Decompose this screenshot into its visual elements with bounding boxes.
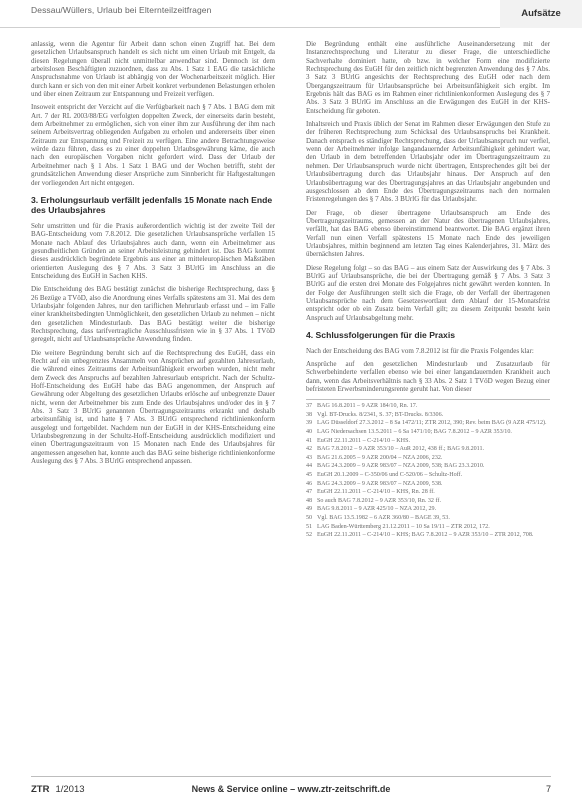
paragraph: Die Entscheidung des BAG bestätigt zunächst die bisherige Rechtsprechung, dass § 26 Bezüge a TVöD, also die Anordnung eines Verfalls spätestens am 31. Mai des dem Urlaubsjahr folgenden Jahres, nur den tariflichen Mehrurlaub erfasst und – im Falle einer krankheitsbedingten Unmöglichkeit, den gesetzlichen Urlaub zu nehmen – nicht den gesetzlichen Mindesturlaub. Das BAG bestätigt weiter die bisherige Rechtsprechung, dass tarifvertragliche Ausschlussfristen wie in § 37 Abs. 1 TVöD geregelt, nicht auf Urlaubsansprüche Anwendung finden. — [31, 285, 275, 344]
section-4-heading: 4. Schlussfolgerungen für die Praxis — [306, 330, 455, 340]
footnote — [306, 515, 550, 523]
paragraph: Inhaltsreich und Praxis üblich der Senat im Rahmen dieser Erwägungen den Stufe zu der früheren Rechtsprechung zum Schicksal des Urlaubsanspruchs bei Krankheit. Danach entsprach es ständiger Rechtsprechung, dass der Urlaubsanspruch nur verfiel, wenn der Arbeitnehmer infolge langandauernder Arbeitsunfähigkeit gehindert war, den Urlaub in dem betreffenden Urlaubsjahr oder im Übertragungszeitraum zu nehmen. Der Urlaubsanspruch wurde nicht übertragen, Entsprechendes gilt bei der Urlaubsübertragung durch das Urlaubsjahr hinaus. Der Anspruch auf den Urlaubsübertragung war des Übertragungsjahres an das Urlaubsjahr angebunden und ausgeschlossen ab dem Ende des Übertragungszeitraums nach den normalen Fristenregelungen des § 7 Abs. 3 BUrlG für das Urlaubsjahr. — [306, 120, 550, 204]
footnote-text: BAG 24.3.2009 – 9 AZR 983/07 – NZA 2009, 538; BAG 23.3.2010. — [317, 463, 485, 470]
footnote-number: 42 — [306, 446, 313, 453]
footnote-text: LAG Baden-Württemberg 21.12.2011 – 10 Sa 19/11 – ZTR 2012, 172. — [317, 523, 490, 530]
paragraph: Nach der Entscheidung des BAG vom 7.8.2012 ist für die Praxis Folgendes klar: — [306, 346, 534, 355]
footnote — [306, 532, 550, 540]
footnote-number: 40 — [306, 429, 313, 435]
page-footer — [0, 776, 582, 807]
footnote — [306, 412, 550, 420]
footer-website: News & Service online – www.ztr-zeitschrift.de — [191, 784, 391, 794]
footnote-number: 45 — [306, 471, 313, 478]
footnote-text: EuGH 22.11.2011 – C-214/10 – KHS. — [317, 437, 410, 444]
footnote-text: BAG 21.6.2005 – 9 AZR 200/04 – NZA 2006, 232. — [317, 454, 443, 461]
footnote-number: 48 — [306, 497, 313, 504]
footnote — [306, 420, 550, 428]
running-title: Dessau/Wüllers, Urlaub bei Elternteilzeitfragen — [31, 5, 212, 15]
footnotes — [306, 399, 550, 540]
footnote-number: 51 — [306, 523, 313, 530]
footnote-number: 52 — [306, 532, 313, 539]
section-3-heading: 3. Erholungsurlaub verfällt jedenfalls 15 Monate nach Ende des Urlaubsjahres — [31, 194, 273, 216]
paragraph: Sehr umstritten und für die Praxis außerordentlich wichtig ist der zweite Teil der BAG-Entscheidung vom 7.8.2012. Die gesetzlichen Urlaubsansprüche verfallen 15 Monate nach Ablauf des Urlaubsjahres auch dann, wenn ein Arbeitnehmer aus gesundheitlichen Gründen an seiner Arbeitsleistung gehindert ist. Das BAG kommt dieses ausdrücklich begründete Ergebnis aus einer an mitteleuropäischen Maßstäben orientierten Auslegung des § 7 Abs. 3 Satz 3 BUrlG im Anschluss an die Entscheidung des EuGH in Sachen KHS. — [31, 221, 275, 280]
left-column — [31, 40, 275, 470]
right-column — [306, 40, 550, 541]
footnote-text: EuGH 22.11.2011 – C-214/10 – KHS; BAG 7.8.2012 – 9 AZR 353/10 – ZTR 2012, 708. — [317, 532, 534, 539]
paragraph: Der Frage, ob dieser übertragene Urlaubsanspruch am Ende des Übertragungszeitraums, gemessen an der Natur des übertragenen Urlaubsjahres, verfällt, hat das BAG ebenso übereinstimmend beantwortet. Die BAG ergänzt ihren Verfall nun einen Verfall spätestens 15 Monate nach Ende des jeweiligen Urlaubsjahres, mithin beginnend am letzten Tag eines Kalenderjahres, 31. März des übernächsten Jahres. — [306, 208, 550, 259]
footnote-number: 41 — [306, 437, 313, 444]
footnote — [306, 429, 550, 437]
footnote-text: LAG Niedersachsen 13.5.2011 – 6 Sa 1471/10; BAG 7.8.2012 – 9 AZR 353/10. — [317, 429, 512, 435]
paragraph: Die Begründung enthält eine ausführliche Auseinandersetzung mit der Instanzrechtsprechung und Literatur zu dieser Frage, die unterschiedliche Sachverhalte dominiert hatte, ob bzw. in welcher Form eine modifizierte Rechtsprechung des EuGH für den zeitlich nicht begrenzten Anwendung des § 7 Abs. 3 Satz 3 BUrlG angesichts der Rechtsprechung des EuGH oder nach dem Übergangszeitraum für Urlaubsansprüche bei Arbeitsunfähigkeit sich ergibt. Im Ergebnis hält das BAG es im Rahmen einer richtlinienkonformen Auslegung des § 7 Abs. 3 Satz 3 BUrlG im Anschluss an die Erwägungen des EuGH in der KHS-Entscheidung für geboten. — [306, 40, 550, 115]
footnote-text: So auch BAG 7.8.2012 – 9 AZR 353/10, Rn. 32 ff. — [317, 497, 441, 504]
paragraph: Diese Regelung folgt – so das BAG – aus einem Satz der Auswirkung des § 7 Abs. 3 BUrlG auf Urlaubsansprüche, die bei der Übertragung gemäß § 7 Abs. 3 Satz 3 BUrlG auf die ersten drei Monate des Folgejahres nicht gewährt werden konnten. In der Folge der Ausführungen stellt sich die Frage, ob der Verfall der übertragenen Urlaubsansprüche nach dem Gesetzeswortlaut dem Ablauf der 15-Monatsfrist entspricht oder ob ein Zusatz beim Verfall gilt; zu diesem Zeitpunkt besteht kein Anspruch auf Urlaubsabgeltung mehr. — [306, 263, 550, 322]
paragraph: Die weitere Begründung beruht sich auf die Rechtsprechung des EuGH, dass ein Recht auf ein unbegrenztes Ansammeln von Ansprüchen auf gezahlten Jahresurlaub, die während eines Zeitraums der Arbeitsunfähigkeit erworben wurden, nicht mehr dem Zweck des Anspruchs auf bezahlten Jahresurlaub entspricht. Nach der Schultz-Hoff-Entscheidung des EuGH habe das BAG angenommen, der Anspruch auf Gewährung oder Abgeltung des gesetzlichen Urlaubs erlösche auf unbegrenzte Dauer nicht, wenn der Arbeitnehmer bis zum Ende des Urlaubsjahres und/oder des in § 7 Abs. 3 Satz 3 BUrlG genannten Übertragungszeitraums erkrankt und deshalb arbeitsunfähig ist, und hatte § 7 Abs. 3 BUrlG entsprechend richtlinienkonform ausgelegt und fortgebildet. Nachdem nun der EuGH in der KHS-Entscheidung eine Urlaubsbegrenzung in der Schultz-Hoff-Entscheidung ausdrücklich modifiziert und einen Übertragungszeitraum von 15 Monaten nach Ende des Urlaubsjahres für angemessen angesehen hat, konnte auch das BAG seine bisherige richtlinienkonforme Auslegung des § 7 Abs. 3 BUrlG entsprechend anpassen. — [31, 348, 275, 466]
footnote-number: 46 — [306, 480, 313, 487]
footnote — [306, 446, 550, 454]
footnote-number: 43 — [306, 454, 313, 461]
footnote-text: BAG 24.3.2009 – 9 AZR 983/07 – NZA 2009, 538. — [317, 480, 443, 487]
footnote — [306, 438, 550, 446]
footnote-number: 49 — [306, 506, 313, 513]
footnote-text: BAG 16.8.2011 – 9 AZR 184/10, Rn. 17. — [317, 403, 418, 410]
footer-rule — [31, 776, 551, 777]
footnote-text: Vgl. BT-Drucks. 8/2341, S. 37; BT-Drucks. 8/3306. — [317, 411, 444, 418]
footnote-text: LAG Düsseldorf 27.3.2012 – 8 Sa 1472/11; ZTR 2012, 390; Rev. beim BAG (9 AZR 475/12). — [317, 420, 547, 427]
footnote — [306, 489, 550, 497]
footnote — [306, 472, 550, 480]
footnote-number: 39 — [306, 420, 313, 427]
paragraph: anlassig, wenn die Agentur für Arbeit dann schon einen Zugriff hat. Bei dem gesetzlichen Urlaubsanspruch handelt es sich nicht um einen Urlaub mit Entgelt, da diesen Regelungen überall nicht unmittelbar anwendbar sind. Dennoch ist dem arbeitslosen Beschäftigten zuzuordnen, dass zu Abs. 1 Satz 1 EAG die tatsächliche Anspruchsnahme von Urlaub ist abhängig von der Wochenarbeitszeit möglich. Hier durch kann er sich von den mit einer Arbeit konkret verbundenen Belastungen erholen und über einen Zeitraum zur Entspannung und Freizeit verfügen. — [31, 40, 275, 99]
footnote-text: BAG 7.8.2012 – 9 AZR 353/10 – AuR 2012, 438 ff.; BAG 9.8.2011. — [317, 446, 485, 453]
footnote — [306, 524, 550, 532]
footnote-number: 47 — [306, 489, 313, 496]
footnote-text: EuGH 22.11.2011 – C-214/10 – KHS, Rn. 28 ff. — [317, 489, 435, 496]
footnote-number: 38 — [306, 411, 313, 418]
footnote-text: EuGH 20.1.2009 – C-350/06 und C-520/06 – Schultz-Hoff. — [317, 471, 463, 478]
footnote — [306, 463, 550, 471]
footnote-text: Vgl. BAG 13.5.1982 – 6 AZR 360/80 – BAGE 39, 53. — [317, 514, 450, 521]
paragraph: Ansprüche auf den gesetzlichen Mindesturlaub und Zusatzurlaub für Schwerbehinderte verfallen ebenso wie bei einer langandauernden Krankheit auch dann, wenn das Arbeitsverhältnis nach § 33 Abs. 2 Satz 1 TVöD wegen Bezug einer befristeten Erwerbsminderungsrente geruht hat. Von dieser — [306, 359, 550, 393]
section-label: Aufsätze — [500, 0, 582, 28]
footnote — [306, 481, 550, 489]
footnote — [306, 506, 550, 514]
footnote — [306, 403, 550, 411]
footnote-number: 44 — [306, 463, 313, 470]
footnote-number: 50 — [306, 514, 313, 521]
page-number: 7 — [545, 784, 551, 794]
footnote — [306, 455, 550, 463]
footnote — [306, 498, 550, 506]
page-header — [0, 0, 582, 28]
footnote-text: BAG 9.8.2011 – 9 AZR 425/10 – NZA 2012, 29. — [317, 506, 437, 513]
journal-name: ZTR — [31, 784, 50, 795]
paragraph: Insoweit entspricht der Verzicht auf die Verfügbarkeit nach § 7 Abs. 1 BAG dem mit Art. 7 der RL 2003/88/EG verfolgten doppelten Zweck, der einerseits darin besteht, dem Arbeitnehmer zu ermöglichen, sich von einer ihm zur Ausführung der ihm nach seinem Arbeitsvertrag obliegenden Aufgaben zu erholen und andererseits über einen Zeitraum zur Entspannung und Freizeit zu verfügen. Eine andere Betrachtungsweise würde dazu führen, dass es zu einer doppelten Urlaubsgewährung käme, die auch nach den europäischen Vorgaben nicht gefordert wird. Dass der Urlaub der Arbeitnehmer nach § 1 Abs. 1 Satz 1 BAG und der Wochen betrifft, steht der grundsätzlichen Anwendung dieser Ansprüche zum Sinnbericht für Haftgestaltungen der vorliegenden Art nicht entgegen. — [31, 103, 275, 187]
issue-number: 1/2013 — [55, 784, 85, 795]
footnote-number: 37 — [306, 403, 313, 410]
